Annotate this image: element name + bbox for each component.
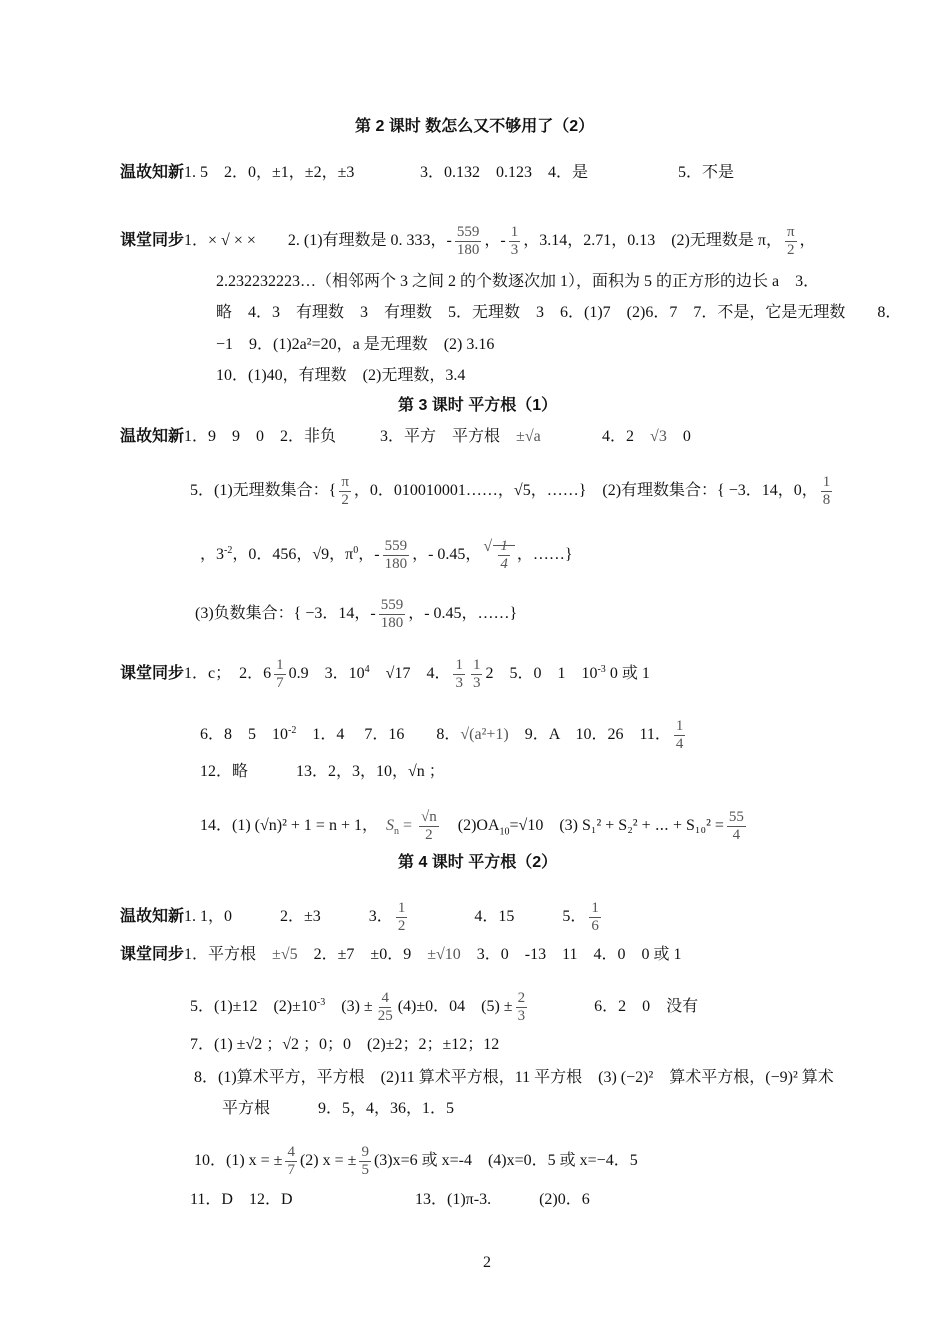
answer-text: 4．2 √3 0 <box>602 428 691 445</box>
answer-text: 6．8 5 $10^{-2}$ 1．4 7．16 8．√(a²+1) 9．A 10．26 11． $\frac{1}{4}$ <box>200 718 684 752</box>
fraction: $\frac{1}{4}$ <box>675 718 684 752</box>
sqrt-fraction: √ $\frac{1}{4}$ <box>483 538 515 573</box>
answer-text: ， <box>799 232 816 250</box>
fraction: $\frac{1}{6}$ <box>591 900 599 934</box>
fraction: $\frac{4}{25}$ <box>377 990 393 1024</box>
fraction: $\frac{559}{180}$ <box>380 597 404 631</box>
answer-text: 7．(1) ±√2 ；√2 ；0；0 (2)±2；2；±12；12 <box>190 1036 500 1053</box>
answer-text: ，- <box>484 232 506 250</box>
fraction: $\frac{4}{7}$ <box>287 1144 295 1178</box>
class-label: 课堂同步 <box>120 665 185 683</box>
review-label: 温故知新 <box>120 908 185 926</box>
review-line <box>120 427 336 447</box>
page-number: 2 <box>483 1254 491 1271</box>
answer-text: 12．略 13．2，3，10，√n ； <box>200 763 445 780</box>
answer-text: 1. 5 2．0，±1，±2，±3 <box>184 164 355 181</box>
review-line <box>120 163 354 183</box>
fraction: $\frac{55}{4}$ <box>728 809 744 843</box>
answer-text: 10．(1)40，有理数 (2)无理数，3.4 <box>216 367 466 384</box>
class-line <box>120 224 816 259</box>
answer-text: 3．0.132 0.123 4．是 <box>420 164 589 181</box>
fraction: $\frac{\pi}{2}$ <box>341 474 349 508</box>
fraction: $\frac{9}{5}$ <box>361 1144 369 1178</box>
fraction: $\frac{1}{3}$ <box>472 657 481 691</box>
fraction: $\frac{1}{7}$ <box>276 657 284 691</box>
answer-text: ，$3^{-2}$，0．456，√9，$\pi^0$，- $\frac{559}{180}$ ，- 0.45， √ $\frac{1}{4}$ ，……} <box>200 538 573 573</box>
answer-text: 5．不是 <box>678 164 735 181</box>
class-label: 课堂同步 <box>120 946 185 963</box>
class-label: 课堂同步 <box>120 232 185 250</box>
answer-text: 13．(1)π-3. (2)0．6 <box>415 1191 590 1208</box>
answer-text: −1 9．(1)2a²=20，a 是无理数 (2) 3.16 <box>216 336 495 353</box>
answer-text: 5．(1)无理数集合：{ $\frac{\pi}{2}$ ，0．010010001……，√5，……} (2)有理数集合：{ −3．14，0， $\frac{1}{8}$ <box>190 474 831 508</box>
section-title-lesson2: 第 2 课时 数怎么又不够用了（2） <box>355 118 595 135</box>
answer-text: (3)负数集合：{ −3．14，- $\frac{559}{180}$ ，- 0.45，……} <box>195 597 518 631</box>
answer-text: 14．(1) (√n)² + 1 = n + 1， $S_n$ = $\frac{√n}{2}$ $(2)OA_{10}=√10$ (3) S₁² + S₂² + ⋯ + S₁₀² = $\frac{55}{4}$ <box>200 809 744 843</box>
fraction: $\frac{559}{180}$ <box>384 538 408 572</box>
answer-text: 10．(1) x = ± $\frac{4}{7}$ (2) x = ± $\frac{9}{5}$ (3)x=6 或 x=-4 (4)x=0．5 或 x=−4．5 <box>194 1144 638 1178</box>
answer-text: 8．(1)算术平方，平方根 (2)11 算术平方根，11 平方根 (3) (−2)² 算术平方根，(−9)² 算术 <box>194 1069 834 1086</box>
answer-text: 11．D 12．D <box>190 1191 293 1208</box>
fraction: $\frac{1}{8}$ <box>822 474 831 508</box>
class-line: 课堂同步1．c； 2．6 $\frac{1}{7}$ 0.9 3．$10^4$ √17 4． $\frac{1}{3}$ $\frac{1}{3}$ 2 5．0 1 $10^{-3}$ 0 或 1 <box>120 657 650 691</box>
answer-text: ，3.14，2.71，0.13 (2)无理数是 π， <box>523 232 782 250</box>
fraction: $\frac{559}{180}$ <box>456 224 480 258</box>
fraction: $\frac{2}{3}$ <box>517 990 526 1024</box>
fraction: $\frac{√n}{2}$ <box>421 809 437 843</box>
section-title-lesson3: 第 3 课时 平方根（1） <box>398 397 558 414</box>
fraction: $\frac{1}{3}$ <box>455 657 463 691</box>
answer-text: 1．9 9 0 2．非负 <box>184 428 337 445</box>
fraction: $\frac{\pi}{2}$ <box>786 224 795 258</box>
answer-text: 2.232232223…（相邻两个 3 之间 2 的个数逐次加 1），面积为 5 的正方形的边长 a 3． <box>216 273 820 290</box>
answer-text: 略 4．3 有理数 3 有理数 5．无理数 3 6．(1)7 (2)6．7 7．不是，它是无理数 8． <box>216 304 902 321</box>
answer-text: 平方根 9．5，4，36，1．5 <box>222 1100 455 1117</box>
section-title-lesson4: 第 4 课时 平方根（2） <box>398 854 558 871</box>
answer-text: 3．平方 平方根 ±√a <box>380 428 541 445</box>
fraction: $\frac{1}{3}$ <box>510 224 519 258</box>
answer-text: 1．× √ × × 2. (1)有理数是 0. 333，- <box>184 232 452 250</box>
review-label: 温故知新 <box>120 164 185 181</box>
review-line: 温故知新1. 1，0 2．±3 3． $\frac{1}{2}$ 4．15 5． $\frac{1}{6}$ <box>120 900 599 934</box>
fraction: $\frac{1}{2}$ <box>397 900 406 934</box>
class-line: 课堂同步1．平方根 ±√5 2．±7 ±0．9 ±√10 3．0 -13 11 4．0 0 或 1 <box>120 946 682 963</box>
review-label: 温故知新 <box>120 428 185 445</box>
answer-text: 5．(1)±12 $(2)\pm 10^{-3}$ (3) ± $\frac{4}{25}$ (4)±0．04 (5) ± $\frac{2}{3}$ 6．2 0 没有 <box>190 990 699 1024</box>
